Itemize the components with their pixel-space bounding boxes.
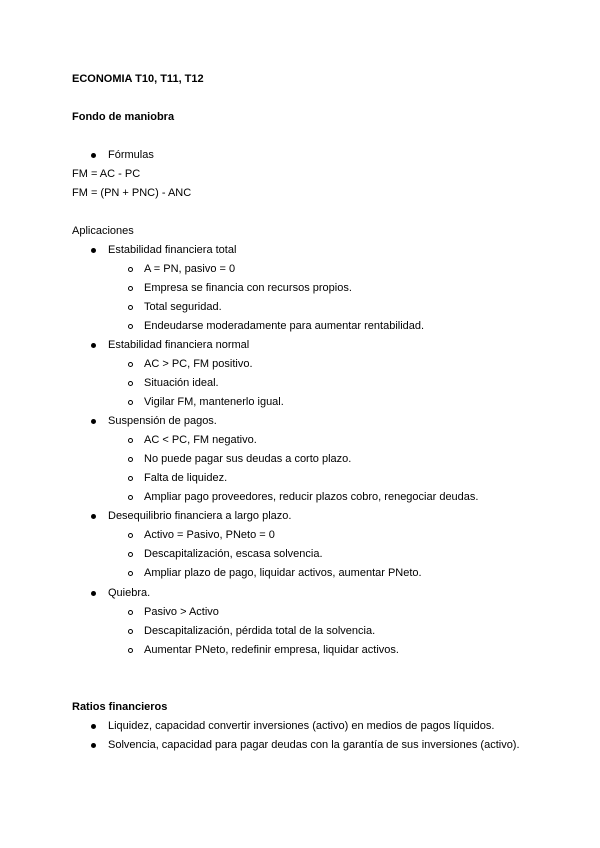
bullet-circle-icon	[128, 648, 133, 653]
bullet-circle-icon	[128, 400, 133, 405]
bullet-circle-icon	[128, 610, 133, 615]
bullet-dot-icon	[91, 591, 96, 596]
application-item: AC < PC, FM negativo.	[144, 434, 257, 446]
formula-line: FM = (PN + PNC) - ANC	[72, 187, 192, 199]
application-group-label: Desequilibrio financiera a largo plazo.	[108, 510, 292, 522]
bullet-circle-icon	[128, 476, 133, 481]
bullet-circle-icon	[128, 438, 133, 443]
application-item: No puede pagar sus deudas a corto plazo.	[144, 453, 352, 465]
bullet-circle-icon	[128, 381, 133, 386]
section-heading-fondo: Fondo de maniobra	[72, 111, 175, 123]
section-heading-ratios: Ratios financieros	[72, 701, 168, 713]
application-item: Empresa se financia con recursos propios.	[144, 282, 352, 294]
bullet-circle-icon	[128, 286, 133, 291]
bullet-circle-icon	[128, 305, 133, 310]
document-title: ECONOMIA T10, T11, T12	[72, 73, 204, 85]
application-item: AC > PC, FM positivo.	[144, 358, 253, 370]
application-item: Activo = Pasivo, PNeto = 0	[144, 529, 275, 541]
application-group-label: Suspensión de pagos.	[108, 415, 217, 427]
bullet-circle-icon	[128, 552, 133, 557]
bullet-circle-icon	[128, 571, 133, 576]
formula-line: FM = AC - PC	[72, 168, 141, 180]
application-item: Endeudarse moderadamente para aumentar rentabilidad.	[144, 320, 425, 332]
bullet-dot-icon	[91, 514, 96, 519]
bullet-dot-icon	[91, 343, 96, 348]
bullet-dot-icon	[91, 419, 96, 424]
application-group-label: Quiebra.	[108, 587, 151, 599]
bullet-circle-icon	[128, 324, 133, 329]
application-item: Vigilar FM, mantenerlo igual.	[144, 396, 284, 408]
bullet-circle-icon	[128, 533, 133, 538]
application-item: Situación ideal.	[144, 377, 219, 389]
bullet-circle-icon	[128, 267, 133, 272]
application-item: Ampliar pago proveedores, reducir plazos cobro, renegociar deudas.	[144, 491, 479, 503]
bullet-circle-icon	[128, 629, 133, 634]
bullet-circle-icon	[128, 495, 133, 500]
bullet-dot-icon	[91, 743, 96, 748]
application-item: Falta de liquidez.	[144, 472, 228, 484]
application-item: Ampliar plazo de pago, liquidar activos, aumentar PNeto.	[144, 567, 422, 579]
applications-label: Aplicaciones	[72, 225, 134, 237]
application-item: A = PN, pasivo = 0	[144, 263, 236, 275]
application-item: Descapitalización, escasa solvencia.	[144, 548, 323, 560]
application-item: Pasivo > Activo	[144, 606, 219, 618]
bullet-dot-icon	[91, 724, 96, 729]
ratio-item: Solvencia, capacidad para pagar deudas con la garantía de sus inversiones (activo).	[108, 739, 520, 751]
bullet-circle-icon	[128, 457, 133, 462]
application-group-label: Estabilidad financiera total	[108, 244, 237, 256]
ratio-item: Liquidez, capacidad convertir inversiones (activo) en medios de pagos líquidos.	[108, 720, 495, 732]
bullet-dot-icon	[91, 248, 96, 253]
application-group-label: Estabilidad financiera normal	[108, 339, 250, 351]
application-item: Total seguridad.	[144, 301, 222, 313]
formulas-label: Fórmulas	[108, 149, 154, 161]
bullet-circle-icon	[128, 362, 133, 367]
application-item: Descapitalización, pérdida total de la solvencia.	[144, 625, 376, 637]
application-item: Aumentar PNeto, redefinir empresa, liquidar activos.	[144, 644, 399, 656]
bullet-dot-icon	[91, 153, 96, 158]
